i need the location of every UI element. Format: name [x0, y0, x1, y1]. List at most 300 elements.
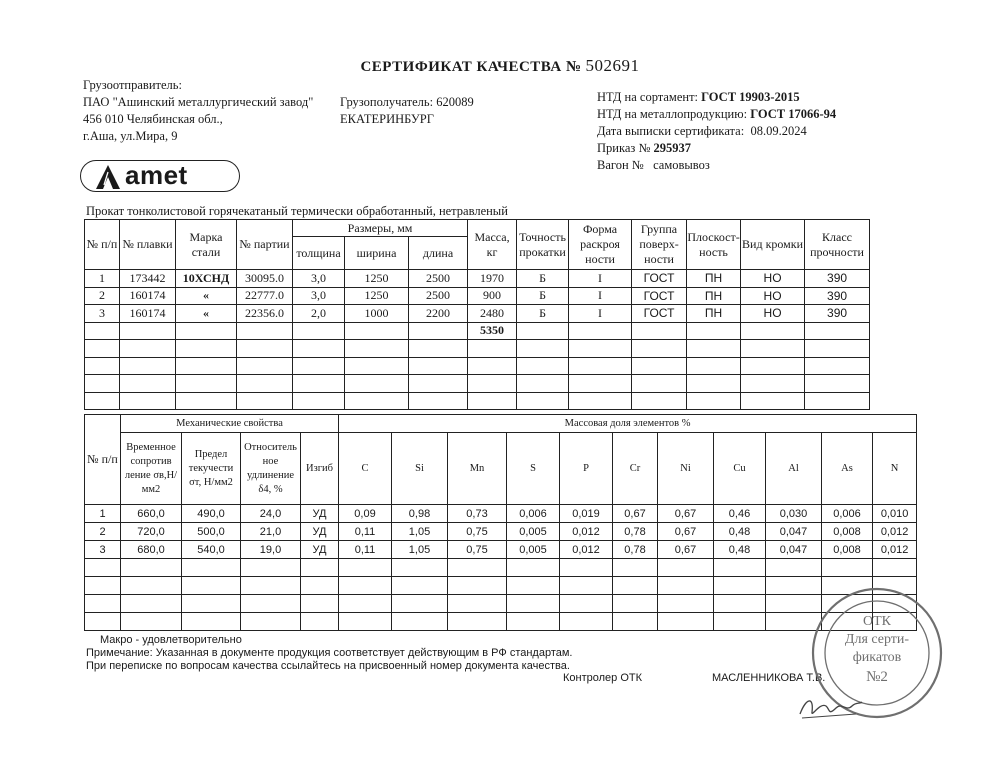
- empty-cell: [182, 613, 241, 631]
- empty-cell: [714, 559, 766, 577]
- chem-cell-n: 0,012: [873, 523, 917, 541]
- shipper-name: ПАО "Ашинский металлургический завод": [83, 95, 314, 109]
- empty-cell: [176, 340, 237, 358]
- empty-row: [85, 595, 917, 613]
- empty-cell: [569, 392, 632, 410]
- empty-cell: [507, 559, 560, 577]
- empty-cell: [741, 322, 805, 340]
- empty-cell: [517, 392, 569, 410]
- empty-cell: [392, 577, 448, 595]
- empty-row: [85, 577, 917, 595]
- empty-cell: [182, 577, 241, 595]
- empty-cell: [714, 577, 766, 595]
- product-cell-grade: 10ХСНД: [176, 270, 237, 288]
- shipper-address-line-2: г.Аша, ул.Мира, 9: [83, 129, 178, 143]
- empty-cell: [241, 595, 301, 613]
- chem-cell-cr: 0,78: [613, 523, 658, 541]
- empty-cell: [176, 322, 237, 340]
- product-cell-heat: 173442: [120, 270, 176, 288]
- product-total-row: [85, 322, 917, 340]
- empty-cell: [241, 613, 301, 631]
- header-edge: Вид кромки: [741, 220, 805, 270]
- certificate-number: 502691: [585, 56, 640, 75]
- issue-date-label: Дата выписки сертификата:: [597, 124, 745, 138]
- empty-cell: [873, 559, 917, 577]
- product-cell-surface-group: ГОСТ: [632, 270, 687, 288]
- empty-row: [85, 559, 917, 577]
- empty-cell: [517, 357, 569, 375]
- shipper-label: Грузоотправитель:: [83, 78, 182, 92]
- empty-cell: [613, 577, 658, 595]
- header-cut-form: Форма раскроя ности: [569, 220, 632, 270]
- empty-cell: [741, 375, 805, 393]
- empty-cell: [176, 357, 237, 375]
- wagon-label: Вагон №: [597, 158, 644, 172]
- empty-cell: [392, 559, 448, 577]
- empty-cell: [120, 340, 176, 358]
- product-cell-heat: 160174: [120, 305, 176, 323]
- empty-cell: [121, 559, 182, 577]
- empty-cell: [560, 577, 613, 595]
- correspondence-note: При переписке по вопросам качества ссылайтесь на присвоенный номер документа качества.: [86, 660, 570, 672]
- empty-cell: [409, 375, 468, 393]
- signature: [796, 688, 866, 724]
- props-cell-num: 1: [85, 505, 121, 523]
- empty-row: [85, 392, 917, 410]
- empty-cell: [345, 357, 409, 375]
- product-table: [84, 219, 917, 410]
- header-tensile: Временное сопротив ление σв,Н/мм2: [121, 433, 182, 505]
- empty-cell: [687, 340, 741, 358]
- chem-cell-al: 0,047: [766, 523, 822, 541]
- header-num: № п/п: [85, 220, 120, 270]
- product-cell-cut-form: I: [569, 287, 632, 305]
- empty-cell: [632, 357, 687, 375]
- props-cell-yield: 500,0: [182, 523, 241, 541]
- product-cell-accuracy: Б: [517, 305, 569, 323]
- product-cell-width: 1250: [345, 287, 409, 305]
- header-heat: № плавки: [120, 220, 176, 270]
- element-p: P: [560, 433, 613, 505]
- empty-cell: [448, 577, 507, 595]
- chem-cell-si: 1,05: [392, 523, 448, 541]
- empty-cell: [237, 375, 293, 393]
- header-surface-group: Группа поверх- ности: [632, 220, 687, 270]
- empty-cell: [241, 559, 301, 577]
- product-cell-length: 2500: [409, 270, 468, 288]
- empty-cell: [182, 559, 241, 577]
- empty-cell: [468, 392, 517, 410]
- empty-cell: [176, 375, 237, 393]
- empty-cell: [805, 375, 870, 393]
- empty-cell: [120, 375, 176, 393]
- controller-name: МАСЛЕННИКОВА Т.В.: [712, 672, 826, 684]
- logo-mark-icon: [95, 164, 121, 190]
- empty-cell: [85, 595, 121, 613]
- empty-cell: [632, 392, 687, 410]
- product-cell-width: 1000: [345, 305, 409, 323]
- empty-cell: [507, 595, 560, 613]
- empty-cell: [569, 340, 632, 358]
- empty-cell: [85, 375, 120, 393]
- product-cell-mass: 2480: [468, 305, 517, 323]
- chem-cell-c: 0,11: [339, 541, 392, 559]
- props-cell-elong: 24,0: [241, 505, 301, 523]
- chem-cell-mn: 0,75: [448, 523, 507, 541]
- product-cell-num: 2: [85, 287, 120, 305]
- empty-cell: [687, 375, 741, 393]
- chem-cell-n: 0,012: [873, 541, 917, 559]
- empty-cell: [613, 613, 658, 631]
- product-cell-edge: НО: [741, 270, 805, 288]
- empty-cell: [822, 559, 873, 577]
- props-header-num: № п/п: [85, 415, 121, 505]
- product-cell-surface-group: ГОСТ: [632, 287, 687, 305]
- ntd-sortament-label: НТД на сортамент:: [597, 90, 699, 104]
- empty-cell: [409, 322, 468, 340]
- empty-cell: [632, 322, 687, 340]
- product-cell-num: 3: [85, 305, 120, 323]
- props-cell-bend: УД: [301, 523, 339, 541]
- chem-cell-mn: 0,73: [448, 505, 507, 523]
- empty-cell: [293, 375, 345, 393]
- product-cell-thickness: 3,0: [293, 287, 345, 305]
- empty-cell: [301, 577, 339, 595]
- props-cell-elong: 21,0: [241, 523, 301, 541]
- chem-cell-ni: 0,67: [658, 505, 714, 523]
- empty-cell: [237, 322, 293, 340]
- empty-cell: [339, 559, 392, 577]
- ntd-block: [597, 89, 836, 174]
- chem-cell-p: 0,019: [560, 505, 613, 523]
- empty-cell: [658, 613, 714, 631]
- empty-cell: [658, 577, 714, 595]
- properties-table: [84, 414, 917, 631]
- empty-cell: [301, 559, 339, 577]
- order-value: 295937: [653, 141, 692, 155]
- product-cell-flatness: ПН: [687, 305, 741, 323]
- element-si: Si: [392, 433, 448, 505]
- props-cell-yield: 540,0: [182, 541, 241, 559]
- product-cell-strength: 390: [805, 270, 870, 288]
- product-cell-accuracy: Б: [517, 287, 569, 305]
- product-cell-width: 1250: [345, 270, 409, 288]
- empty-cell: [569, 375, 632, 393]
- empty-cell: [293, 322, 345, 340]
- product-cell-flatness: ПН: [687, 270, 741, 288]
- chem-cell-al: 0,030: [766, 505, 822, 523]
- chem-cell-as: 0,008: [822, 523, 873, 541]
- empty-row: [85, 340, 917, 358]
- empty-cell: [517, 322, 569, 340]
- chem-cell-si: 1,05: [392, 541, 448, 559]
- compliance-note: Примечание: Указанная в документе продукция соответствует действующим в РФ стандартам.: [86, 647, 573, 659]
- element-cr: Cr: [613, 433, 658, 505]
- header-flatness: Плоскост- ность: [687, 220, 741, 270]
- product-cell-flatness: ПН: [687, 287, 741, 305]
- empty-cell: [658, 595, 714, 613]
- empty-cell: [632, 340, 687, 358]
- chem-cell-n: 0,010: [873, 505, 917, 523]
- chem-cell-cu: 0,46: [714, 505, 766, 523]
- total-mass: 5350: [468, 322, 517, 340]
- empty-cell: [182, 595, 241, 613]
- chem-cell-cr: 0,78: [613, 541, 658, 559]
- element-al: Al: [766, 433, 822, 505]
- empty-cell: [687, 357, 741, 375]
- product-cell-batch: 22777.0: [237, 287, 293, 305]
- props-cell-tensile: 680,0: [121, 541, 182, 559]
- empty-cell: [237, 340, 293, 358]
- empty-cell: [687, 392, 741, 410]
- element-cu: Cu: [714, 433, 766, 505]
- product-cell-mass: 1970: [468, 270, 517, 288]
- empty-cell: [120, 322, 176, 340]
- empty-cell: [392, 613, 448, 631]
- empty-row: [85, 613, 917, 631]
- props-cell-bend: УД: [301, 541, 339, 559]
- props-cell-num: 2: [85, 523, 121, 541]
- empty-cell: [85, 322, 120, 340]
- header-width: ширина: [345, 237, 409, 270]
- header-elongation: Относитель ное удлинение δ4, %: [241, 433, 301, 505]
- empty-cell: [293, 392, 345, 410]
- empty-cell: [517, 375, 569, 393]
- element-ni: Ni: [658, 433, 714, 505]
- product-cell-cut-form: I: [569, 305, 632, 323]
- empty-cell: [85, 340, 120, 358]
- issue-date-value: 08.09.2024: [750, 124, 807, 138]
- product-cell-heat: 160174: [120, 287, 176, 305]
- empty-cell: [176, 392, 237, 410]
- product-cell-edge: НО: [741, 305, 805, 323]
- empty-cell: [805, 392, 870, 410]
- shipper-block: [83, 77, 313, 145]
- empty-cell: [85, 577, 121, 595]
- shipper-address-line-1: 456 010 Челябинская обл.,: [83, 112, 223, 126]
- chem-cell-ni: 0,67: [658, 541, 714, 559]
- product-cell-grade: «: [176, 305, 237, 323]
- header-mass: Масса, кг: [468, 220, 517, 270]
- empty-cell: [687, 322, 741, 340]
- empty-cell: [237, 392, 293, 410]
- product-cell-batch: 22356.0: [237, 305, 293, 323]
- empty-cell: [766, 559, 822, 577]
- empty-cell: [741, 392, 805, 410]
- product-cell-thickness: 3,0: [293, 270, 345, 288]
- empty-cell: [448, 559, 507, 577]
- consignee-label: Грузополучатель: 620089: [340, 95, 474, 109]
- empty-cell: [517, 340, 569, 358]
- chem-composition-header: Массовая доля элементов %: [339, 415, 917, 433]
- product-caption: Прокат тонколистовой горячекатаный термически обработанный, нетравленый: [86, 204, 508, 218]
- product-cell-cut-form: I: [569, 270, 632, 288]
- empty-cell: [345, 375, 409, 393]
- header-bend: Изгиб: [301, 433, 339, 505]
- props-cell-yield: 490,0: [182, 505, 241, 523]
- header-grade: Марка стали: [176, 220, 237, 270]
- empty-cell: [560, 595, 613, 613]
- element-c: C: [339, 433, 392, 505]
- empty-cell: [613, 595, 658, 613]
- element-mn: Mn: [448, 433, 507, 505]
- stamp-line-1: ОТК: [863, 614, 891, 629]
- chem-cell-cu: 0,48: [714, 523, 766, 541]
- chem-cell-c: 0,11: [339, 523, 392, 541]
- props-cell-tensile: 720,0: [121, 523, 182, 541]
- empty-cell: [237, 357, 293, 375]
- ntd-sortament-value: ГОСТ 19903-2015: [701, 90, 800, 104]
- empty-cell: [468, 375, 517, 393]
- mech-properties-header: Механические свойства: [121, 415, 339, 433]
- empty-cell: [301, 595, 339, 613]
- empty-cell: [569, 357, 632, 375]
- company-logo: [80, 160, 240, 192]
- header-batch: № партии: [237, 220, 293, 270]
- header-thickness: толщина: [293, 237, 345, 270]
- product-cell-strength: 390: [805, 287, 870, 305]
- stamp-line-4: №2: [866, 669, 888, 685]
- empty-cell: [345, 322, 409, 340]
- empty-cell: [121, 595, 182, 613]
- props-cell-elong: 19,0: [241, 541, 301, 559]
- chem-cell-si: 0,98: [392, 505, 448, 523]
- empty-cell: [805, 357, 870, 375]
- empty-cell: [613, 559, 658, 577]
- empty-cell: [85, 392, 120, 410]
- empty-cell: [741, 357, 805, 375]
- chem-cell-s: 0,005: [507, 541, 560, 559]
- props-cell-num: 3: [85, 541, 121, 559]
- empty-cell: [120, 357, 176, 375]
- chem-cell-c: 0,09: [339, 505, 392, 523]
- empty-cell: [409, 357, 468, 375]
- consignee-block: [340, 94, 474, 128]
- chem-cell-p: 0,012: [560, 523, 613, 541]
- chem-cell-p: 0,012: [560, 541, 613, 559]
- properties-row: [85, 505, 917, 523]
- product-row: [85, 287, 917, 305]
- empty-cell: [301, 613, 339, 631]
- empty-cell: [293, 357, 345, 375]
- empty-cell: [805, 322, 870, 340]
- empty-row: [85, 375, 917, 393]
- product-row: [85, 305, 917, 323]
- empty-cell: [569, 322, 632, 340]
- header-length: длина: [409, 237, 468, 270]
- logo-text: amet: [125, 160, 188, 190]
- product-cell-accuracy: Б: [517, 270, 569, 288]
- empty-cell: [85, 357, 120, 375]
- empty-cell: [345, 340, 409, 358]
- empty-cell: [392, 595, 448, 613]
- empty-cell: [714, 613, 766, 631]
- header-yield: Предел текучести σт, Н/мм2: [182, 433, 241, 505]
- product-row: [85, 270, 917, 288]
- ntd-metal-label: НТД на металлопродукцию:: [597, 107, 748, 121]
- chem-cell-s: 0,006: [507, 505, 560, 523]
- stamp-line-2: Для серти-: [844, 632, 910, 647]
- empty-cell: [507, 613, 560, 631]
- properties-row: [85, 523, 917, 541]
- empty-cell: [560, 559, 613, 577]
- empty-cell: [345, 392, 409, 410]
- properties-row: [85, 541, 917, 559]
- header-strength: Класс прочности: [805, 220, 870, 270]
- chem-cell-mn: 0,75: [448, 541, 507, 559]
- chem-cell-as: 0,008: [822, 541, 873, 559]
- product-cell-num: 1: [85, 270, 120, 288]
- element-n: N: [873, 433, 917, 505]
- empty-row: [85, 357, 917, 375]
- empty-cell: [560, 613, 613, 631]
- product-cell-edge: НО: [741, 287, 805, 305]
- empty-cell: [85, 613, 121, 631]
- empty-cell: [409, 340, 468, 358]
- header-accuracy: Точность прокатки: [517, 220, 569, 270]
- stamp-line-3: фикатов: [852, 650, 902, 665]
- order-label: Приказ №: [597, 141, 651, 155]
- controller-label: Контролер ОТК: [563, 672, 643, 684]
- empty-cell: [448, 595, 507, 613]
- certificate-title: [0, 56, 1000, 76]
- chem-cell-al: 0,047: [766, 541, 822, 559]
- empty-cell: [409, 392, 468, 410]
- props-cell-tensile: 660,0: [121, 505, 182, 523]
- empty-cell: [339, 613, 392, 631]
- empty-cell: [448, 613, 507, 631]
- product-cell-thickness: 2,0: [293, 305, 345, 323]
- empty-cell: [468, 340, 517, 358]
- product-cell-length: 2500: [409, 287, 468, 305]
- empty-cell: [120, 392, 176, 410]
- empty-cell: [658, 559, 714, 577]
- header-sizes: Размеры, мм: [293, 220, 468, 237]
- product-cell-surface-group: ГОСТ: [632, 305, 687, 323]
- chem-cell-as: 0,006: [822, 505, 873, 523]
- element-s: S: [507, 433, 560, 505]
- empty-cell: [121, 613, 182, 631]
- element-as: As: [822, 433, 873, 505]
- empty-cell: [241, 577, 301, 595]
- chem-cell-cu: 0,48: [714, 541, 766, 559]
- product-cell-strength: 390: [805, 305, 870, 323]
- certificate-title-text: СЕРТИФИКАТ КАЧЕСТВА №: [360, 59, 582, 75]
- empty-cell: [507, 577, 560, 595]
- empty-cell: [714, 595, 766, 613]
- empty-cell: [339, 595, 392, 613]
- macro-note: Макро - удовлетворительно: [100, 634, 242, 646]
- empty-cell: [632, 375, 687, 393]
- empty-cell: [85, 559, 121, 577]
- chem-cell-cr: 0,67: [613, 505, 658, 523]
- product-cell-length: 2200: [409, 305, 468, 323]
- consignee-city: ЕКАТЕРИНБУРГ: [340, 112, 434, 126]
- wagon-value: самовывоз: [653, 158, 710, 172]
- product-cell-batch: 30095.0: [237, 270, 293, 288]
- empty-cell: [339, 577, 392, 595]
- empty-cell: [805, 340, 870, 358]
- empty-cell: [293, 340, 345, 358]
- empty-cell: [121, 577, 182, 595]
- chem-cell-s: 0,005: [507, 523, 560, 541]
- props-cell-bend: УД: [301, 505, 339, 523]
- ntd-metal-value: ГОСТ 17066-94: [750, 107, 837, 121]
- chem-cell-ni: 0,67: [658, 523, 714, 541]
- empty-cell: [741, 340, 805, 358]
- product-cell-mass: 900: [468, 287, 517, 305]
- empty-cell: [468, 357, 517, 375]
